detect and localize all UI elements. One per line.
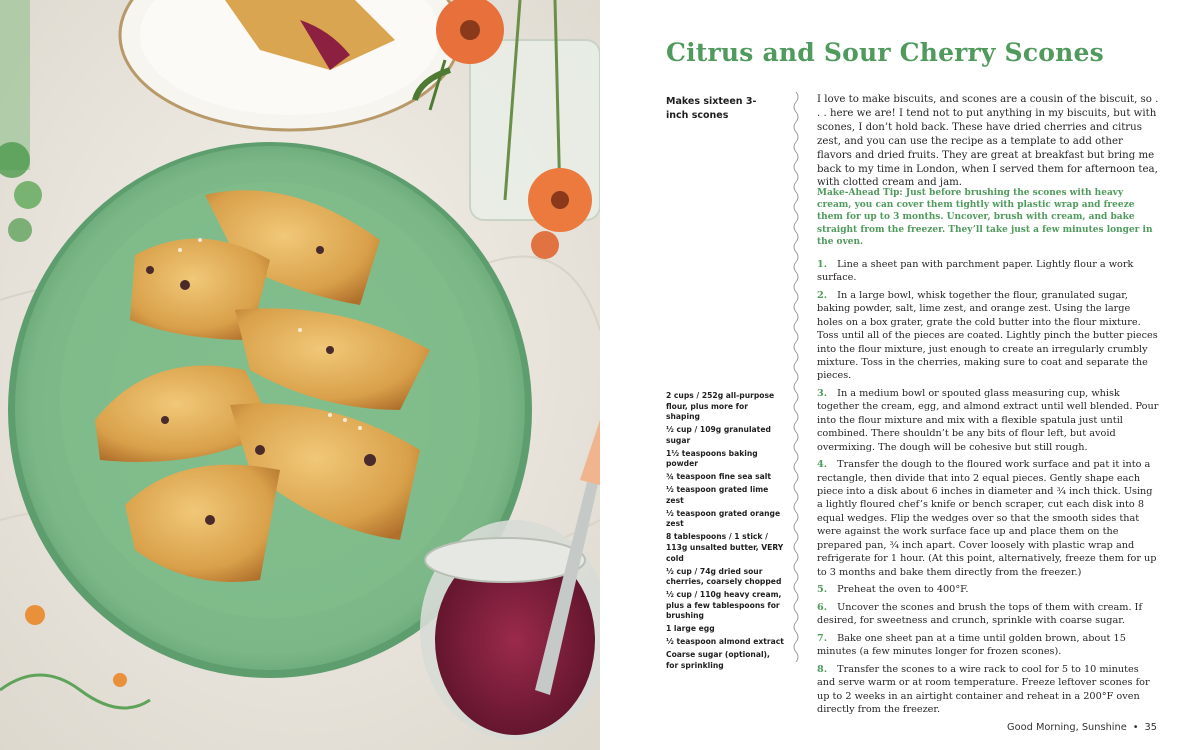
step-number: 2. xyxy=(817,290,828,301)
step-number: 8. xyxy=(817,663,828,675)
method-step xyxy=(817,289,1159,383)
method-step xyxy=(817,601,1159,628)
step-number: 4. xyxy=(817,459,828,471)
page-number: 35 xyxy=(1144,722,1157,733)
step-number: 7. xyxy=(817,632,828,644)
flower-icon xyxy=(528,168,592,232)
recipe-yield: Makes sixteen 3-inch scones xyxy=(666,96,757,121)
method-step xyxy=(817,258,1159,285)
step-number: 6. xyxy=(817,601,828,613)
ingredient-item: 2 cups / 252g all-purpose flour, plus more for shaping xyxy=(666,391,775,422)
ingredient-item: ½ cup / 74g dried sour cherries, coarsely chopped xyxy=(666,566,782,587)
step-number: 3. xyxy=(817,388,828,400)
step-text: In a large bowl, whisk together the flour, granulated sugar, baking powder, salt, lime zest, and orange zest. Using the large holes on a box grater, grate the cold butter into the flour mixture. Toss until all of the pieces are coated. Lightly pinch the butter pieces into the flour mixture, just enough to create an irregularly crumbly mixture. Toss in the cherries, making sure to coat and separate the pieces. xyxy=(817,290,1158,382)
recipe-intro: I love to make biscuits, and scones are a cousin of the biscuit, so . . . here we are! I tend not to put anything in my biscuits, but with scones, I don’t hold back. These have dried cherries and citrus zest, and you can use the recipe as a template to add other flavors and dried fruits. They are great at breakfast but bring me back to my time in London, when I served them for afternoon tea, with clotted cream and jam. xyxy=(817,94,1159,189)
method-step xyxy=(817,632,1159,659)
method-steps xyxy=(817,258,1159,721)
ingredient-item: 1 large egg xyxy=(666,624,715,634)
step-text: Uncover the scones and brush the tops of them with cream. If desired, for sweetness and crunch, sprinkle with coarse sugar. xyxy=(817,601,1143,627)
ingredient-item: ¾ teaspoon fine sea salt xyxy=(666,472,771,482)
ingredient-item: ½ teaspoon grated lime zest xyxy=(666,485,769,505)
method-step xyxy=(817,458,1159,579)
make-ahead-tip: Make-Ahead Tip: Just before brushing the scones with heavy cream, you can cover them tightly with plastic wrap and freeze them for up to 3 months. Uncover, brush with cream, and bake straight from the freezer. They’ll take just a few minutes longer in the oven. xyxy=(817,188,1153,247)
method-step xyxy=(817,387,1159,454)
wavy-divider xyxy=(790,92,802,662)
step-text: Line a sheet pan with parchment paper. Lightly flour a work surface. xyxy=(817,259,1134,284)
page-footer xyxy=(1007,722,1157,733)
step-text: Bake one sheet pan at a time until golden brown, about 15 minutes (a few minutes longer for frozen scones). xyxy=(817,632,1126,658)
ingredient-item: ½ cup / 110g heavy cream, plus a few tablespoons for brushing xyxy=(666,590,782,621)
method-step xyxy=(817,663,1159,717)
ingredient-item: ½ teaspoon almond extract xyxy=(666,637,784,647)
step-number: 1. xyxy=(817,259,828,270)
ingredient-item: 8 tablespoons / 1 stick / 113g unsalted butter, VERY cold xyxy=(666,532,784,563)
step-text: In a medium bowl or spouted glass measuring cup, whisk together the cream, egg, and almond extract until well blended. Pour into the flour mixture and mix with a flexible spatula just until combined. There shouldn’t be any bits of flour left, but avoid overmixing. The dough will be cohesive but still rough. xyxy=(817,388,1159,453)
recipe-page xyxy=(600,0,1200,750)
method-step xyxy=(817,583,1159,596)
footer-separator: • xyxy=(1132,722,1139,733)
recipe-title: Citrus and Sour Cherry Scones xyxy=(666,38,1104,67)
ingredient-item: 1½ teaspoons baking powder xyxy=(666,448,758,469)
ingredient-item: Coarse sugar (optional), for sprinkling xyxy=(666,650,770,670)
step-text: Preheat the oven to 400°F. xyxy=(837,584,969,596)
ingredient-item: ½ cup / 109g granulated sugar xyxy=(666,425,771,445)
step-text: Transfer the dough to the floured work surface and pat it into a rectangle, then divide that into 2 equal pieces. Gently shape each piece into a disk about 6 inches in diameter and ¾ inch thick. Using a lightly floured chef’s knife or bench scraper, cut each disk into 8 equal wedges. Flip the wedges over so that the smooth sides that were against the work surface face up and place them on the prepared pan, ¾ inch apart. Cover loosely with plastic wrap and refrigerate for 1 hour. (At this point, alternatively, freeze them for up to 3 months and bake them directly from the freezer.) xyxy=(817,459,1157,578)
book-title: Good Morning, Sunshine xyxy=(1007,722,1127,733)
ingredient-list xyxy=(666,391,784,674)
ingredient-item: ½ teaspoon grated orange zest xyxy=(666,508,781,529)
step-number: 5. xyxy=(817,584,828,596)
step-text: Transfer the scones to a wire rack to cool for 5 to 10 minutes and serve warm or at room temperature. Freeze leftover scones for up to 2 weeks in an airtight container and reheat in a 200°F oven directly from the freezer. xyxy=(817,663,1150,715)
